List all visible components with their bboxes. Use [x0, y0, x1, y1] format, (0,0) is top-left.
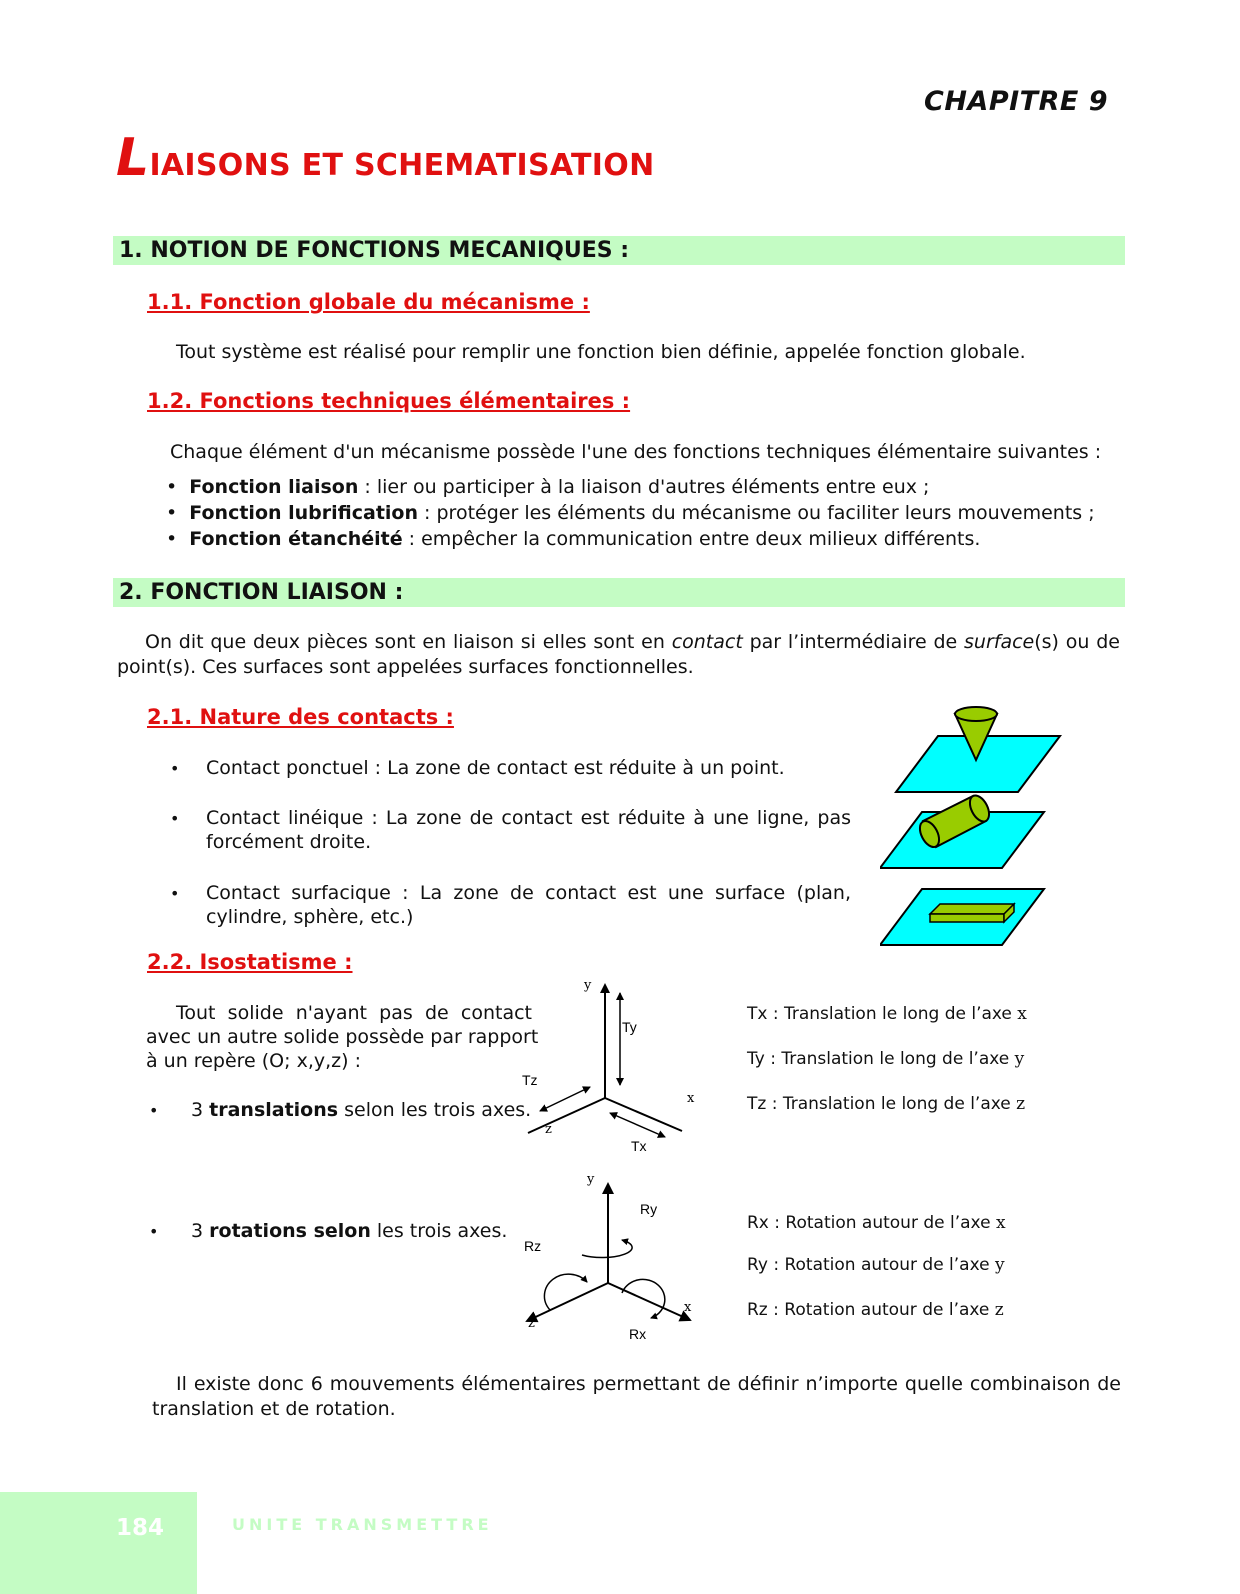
z-axis-label: z [528, 1316, 535, 1331]
contact-item-surfacique: Contact surfacique : La zone de contact est une surface (plan, [206, 882, 851, 904]
bullet-dot: • [170, 759, 180, 778]
x-axis-label: x [687, 1091, 695, 1106]
bullet-dot: • [170, 884, 180, 903]
rx-label: Rx [629, 1326, 647, 1342]
list-item-term: Fonction liaison [189, 476, 359, 498]
isostatism-text-line1: Tout solide n'ayant pas de contact [176, 1002, 532, 1024]
z-axis [528, 1098, 605, 1133]
contact-illustrations [880, 700, 1070, 950]
footer-band [0, 1492, 197, 1594]
subsection-1-2-intro: Chaque élément d'un mécanisme possède l'une des fonctions techniques élémentaire suivantes : [170, 441, 1102, 463]
title-initial: L [116, 128, 150, 188]
z-axis-label: z [545, 1122, 552, 1137]
legend-rz: Rz : Rotation autour de l’axe z [747, 1300, 1004, 1320]
z-axis [527, 1283, 608, 1321]
legend-tz: Tz : Translation le long de l’axe z [747, 1094, 1026, 1114]
cone-top [955, 707, 997, 721]
list-item-desc: : lier ou participer à la liaison d'autres éléments entre eux ; [358, 476, 930, 498]
rz-arrow [544, 1274, 587, 1310]
tx-label: Tx [631, 1138, 647, 1154]
tx-arrow [610, 1113, 665, 1137]
section-2-intro-line2: point(s). Ces surfaces sont appelées surfaces fonctionnelles. [117, 656, 694, 678]
subsection-2-1-heading: 2.1. Nature des contacts : [147, 705, 454, 729]
rotation-axes-diagram [515, 1170, 715, 1345]
list-item-desc: : protéger les éléments du mécanisme ou faciliter leurs mouvements ; [418, 502, 1095, 524]
translation-axes-diagram [515, 975, 715, 1155]
isostatism-text-line3: à un repère (O; x,y,z) : [146, 1050, 361, 1072]
contact-item-ponctuel: Contact ponctuel : La zone de contact est réduite à un point. [206, 757, 785, 779]
bullet-dot: • [170, 809, 180, 828]
y-axis-label: y [587, 1172, 595, 1187]
conclusion-line1: Il existe donc 6 mouvements élémentaires permettant de définir n’importe quelle combinaison de [176, 1373, 1121, 1395]
tz-label: Tz [522, 1072, 538, 1088]
unit-label: UNITE TRANSMETTRE [232, 1515, 493, 1534]
bullet-dot: • [149, 1101, 159, 1120]
rotations-item: 3 rotations selon les trois axes. [191, 1220, 508, 1242]
section-2-heading: 2. FONCTION LIAISON : [113, 578, 1125, 607]
plate-top [930, 904, 1014, 914]
section-1-heading: 1. NOTION DE FONCTIONS MECANIQUES : [113, 236, 1125, 265]
list-item: • Fonction liaison : lier ou participer à la liaison d'autres éléments entre eux ; [166, 476, 930, 498]
ty-label: Ty [622, 1019, 637, 1035]
subsection-1-1-heading: 1.1. Fonction globale du mécanisme : [147, 290, 590, 314]
subsection-1-1-text: Tout système est réalisé pour remplir une fonction bien définie, appelée fonction globale. [176, 341, 1026, 363]
subsection-1-2-heading: 1.2. Fonctions techniques élémentaires : [147, 389, 631, 413]
list-item-term: Fonction étanchéité [189, 528, 403, 550]
line-contact-figure [880, 792, 1044, 868]
title-rest: IAISONS ET SCHEMATISATION [149, 148, 655, 183]
translations-item: 3 translations selon les trois axes. [191, 1099, 532, 1121]
x-axis [608, 1283, 690, 1320]
section-2-intro-line1: On dit que deux pièces sont en liaison si elles sont en contact par l’intermédiaire de surface(s) ou de [145, 631, 1120, 653]
bullet-dot: • [149, 1222, 159, 1241]
legend-ry: Ry : Rotation autour de l’axe y [747, 1255, 1005, 1275]
y-axis-label: y [584, 978, 592, 993]
legend-tx: Tx : Translation le long de l’axe x [747, 1004, 1027, 1024]
point-contact-figure [896, 707, 1060, 792]
list-item: • Fonction étanchéité : empêcher la communication entre deux milieux différents. [166, 528, 981, 550]
contact-item-lineique-cont: forcément droite. [206, 831, 372, 853]
page-title [116, 128, 654, 188]
isostatism-text-line2: avec un autre solide possède par rapport [146, 1026, 539, 1048]
x-axis-label: x [684, 1300, 692, 1315]
ry-label: Ry [640, 1201, 658, 1217]
contact-item-surfacique-cont: cylindre, sphère, etc.) [206, 906, 414, 928]
list-item: • Fonction lubrification : protéger les éléments du mécanisme ou faciliter leurs mouvements ; [166, 502, 1095, 524]
legend-ty: Ty : Translation le long de l’axe y [747, 1049, 1025, 1069]
conclusion-line2: translation et de rotation. [152, 1398, 396, 1420]
chapter-label: CHAPITRE 9 [924, 86, 1108, 117]
list-item-term: Fonction lubrification [189, 502, 419, 524]
list-item-desc: : empêcher la communication entre deux milieux différents. [402, 528, 981, 550]
rz-label: Rz [524, 1238, 542, 1254]
subsection-2-2-heading: 2.2. Isostatisme : [147, 950, 353, 974]
surface-contact-figure [880, 889, 1044, 945]
legend-rx: Rx : Rotation autour de l’axe x [747, 1213, 1006, 1233]
x-axis [605, 1098, 682, 1131]
plate-front [930, 914, 1004, 922]
contact-item-lineique: Contact linéique : La zone de contact est réduite à une ligne, pas [206, 807, 851, 829]
page-number: 184 [116, 1515, 165, 1541]
